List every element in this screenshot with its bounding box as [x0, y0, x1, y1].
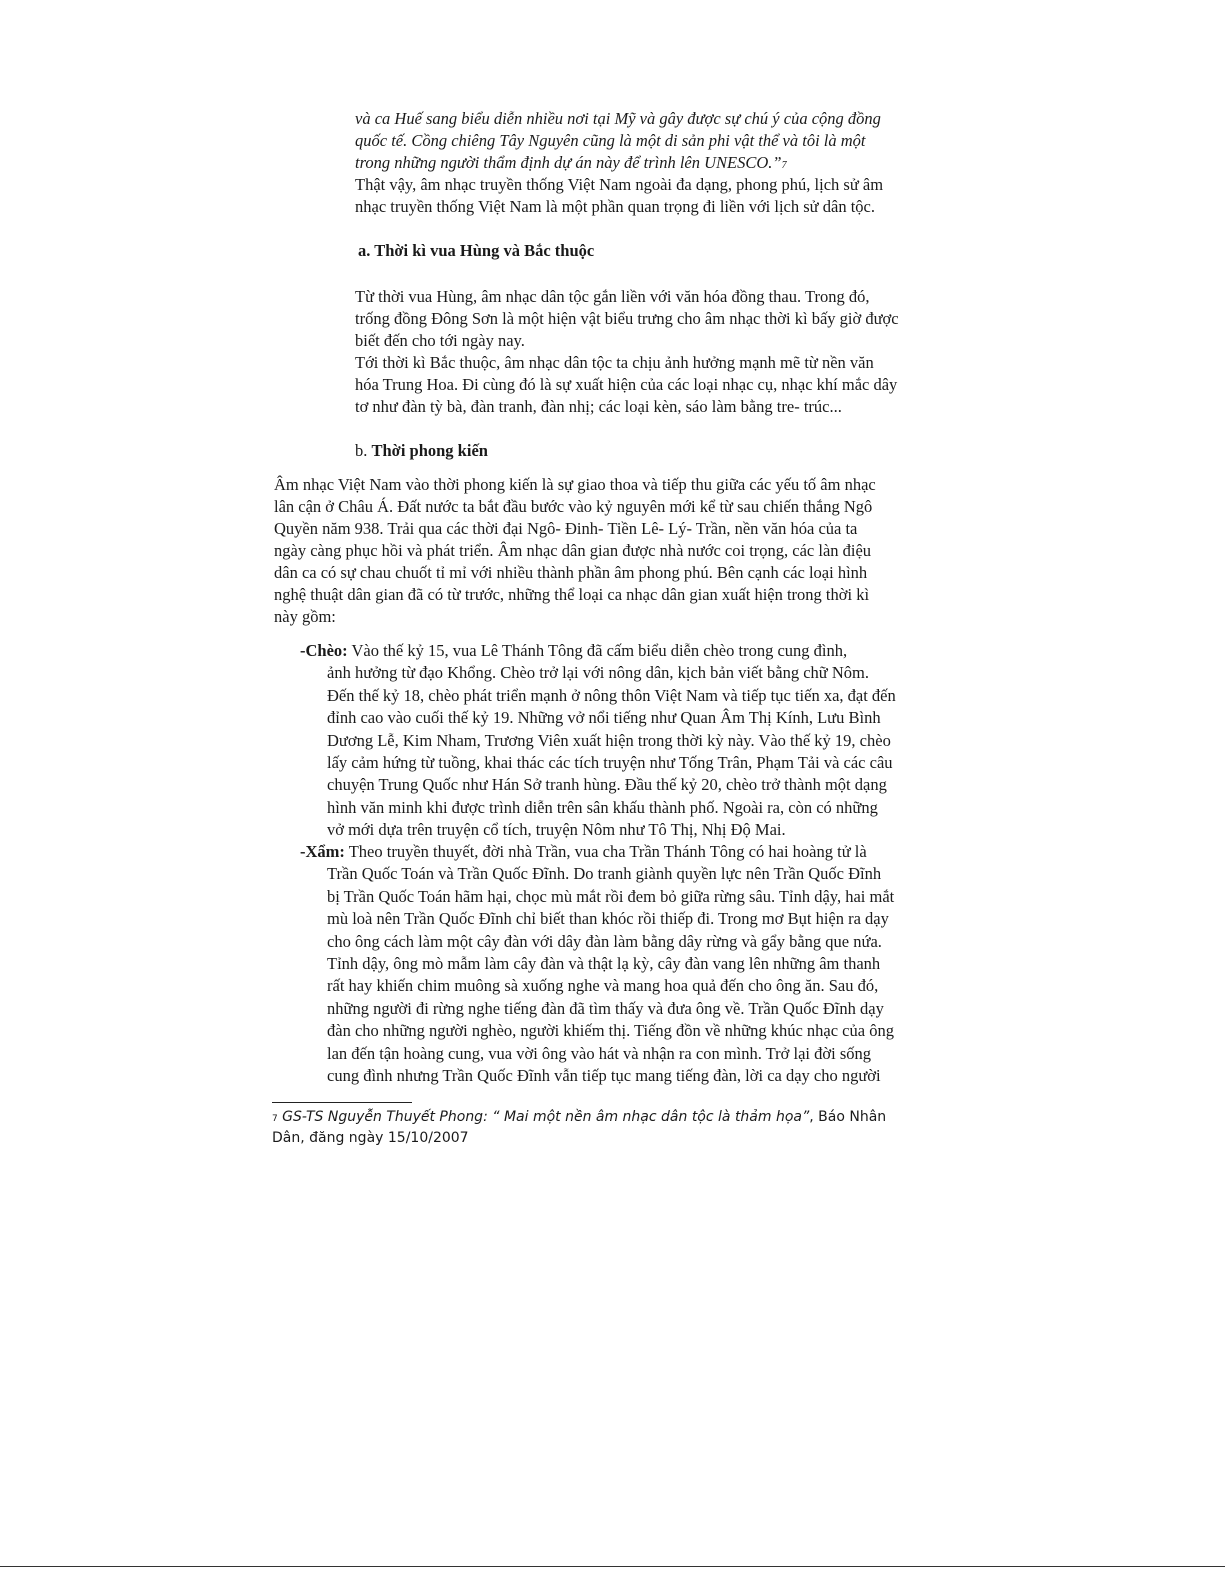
footnote: [272, 1108, 952, 1148]
quote-line: quốc tế. Cồng chiêng Tây Nguyên cũng là một di sản phi vật thể và tôi là một: [355, 131, 866, 150]
paragraph-line: hóa Trung Hoa. Đi cùng đó là sự xuất hiện của các loại nhạc cụ, nhạc khí mắc dây: [355, 375, 898, 394]
item-line: Vào thế kỷ 15, vua Lê Thánh Tông đã cấm biểu diễn chèo trong cung đình,: [347, 641, 848, 660]
paragraph-line: biết đến cho tới ngày nay.: [355, 331, 525, 350]
item-line: cho ông cách làm một cây đàn với dây đàn làm bằng dây rừng và gẩy bằng que nứa.: [327, 931, 882, 951]
page-bottom-border: [0, 1566, 1225, 1567]
item-line: Tỉnh dậy, ông mò mẫm làm cây đàn và thật lạ kỳ, cây đàn vang lên những âm thanh: [327, 954, 881, 974]
section-b-prefix: b.: [355, 441, 368, 460]
xam-label: -Xẩm:: [300, 842, 345, 861]
cheo-label: -Chèo:: [300, 641, 348, 660]
section-b-heading: [355, 440, 488, 462]
item-line: ảnh hưởng từ đạo Khổng. Chèo trở lại với nông dân, kịch bản viết bằng chữ Nôm.: [327, 663, 869, 683]
paragraph-line: Quyền năm 938. Trải qua các thời đại Ngô- Đinh- Tiền Lê- Lý- Trần, nền văn hóa của ta: [274, 519, 858, 538]
item-line: đỉnh cao vào cuối thế kỷ 19. Những vở nổi tiếng như Quan Âm Thị Kính, Lưu Bình: [327, 708, 881, 728]
xam-continuation: [300, 863, 960, 1087]
quote-block: [355, 108, 955, 177]
quote-line: và ca Huế sang biểu diễn nhiều nơi tại Mỹ và gây được sự chú ý của cộng đồng: [355, 109, 881, 128]
intro-paragraph: [355, 174, 955, 218]
footnote-separator: [272, 1102, 412, 1103]
xam-item: [300, 841, 960, 1087]
paragraph-line: Từ thời vua Hùng, âm nhạc dân tộc gắn liền với văn hóa đồng thau. Trong đó,: [355, 287, 870, 306]
item-line: lấy cảm hứng từ tuồng, khai thác các tích truyện như Tống Trân, Phạm Tải và các câu: [327, 753, 893, 773]
paragraph-line: Tới thời kì Bắc thuộc, âm nhạc dân tộc ta chịu ảnh hưởng mạnh mẽ từ nền văn: [355, 353, 874, 372]
item-line: vở mới dựa trên truyện cổ tích, truyện Nôm như Tô Thị, Nhị Độ Mai.: [327, 820, 786, 840]
item-line: đàn cho những người nghèo, người khiếm thị. Tiếng đồn về những khúc nhạc của ông: [327, 1021, 894, 1041]
paragraph-line: nhạc truyền thống Việt Nam là một phần quan trọng đi liền với lịch sử dân tộc.: [355, 197, 875, 216]
item-line: rất hay khiến chim muông sà xuống nghe và mang hoa quả đến cho ông ăn. Sau đó,: [327, 976, 879, 996]
item-line: mù loà nên Trần Quốc Đĩnh chỉ biết than khóc rồi thiếp đi. Trong mơ Bụt hiện ra dạy: [327, 909, 889, 929]
item-line: bị Trần Quốc Toán hãm hại, chọc mù mắt rồi đem bỏ giữa rừng sâu. Tỉnh dậy, hai mắt: [327, 886, 895, 906]
section-a-paragraph: [355, 286, 955, 418]
cheo-continuation: [300, 662, 960, 841]
item-line: những người đi rừng nghe tiếng đàn đã tìm thấy và đưa ông về. Trần Quốc Đĩnh dạy: [327, 998, 884, 1018]
section-a-heading: a. Thời kì vua Hùng và Bắc thuộc: [358, 241, 595, 260]
footnote-number: 7: [272, 1114, 278, 1124]
footnote-date: Dân, đăng ngày 15/10/2007: [272, 1130, 469, 1146]
section-b-paragraph: [274, 474, 954, 628]
footnote-reference[interactable]: 7: [781, 160, 787, 171]
paragraph-line: Âm nhạc Việt Nam vào thời phong kiến là sự giao thoa và tiếp thu giữa các yếu tố âm nhạc: [274, 475, 876, 494]
paragraph-line: dân ca có sự chau chuốt tỉ mỉ với nhiều thành phần âm phong phú. Bên cạnh các loại hình: [274, 563, 868, 582]
paragraph-line: Thật vậy, âm nhạc truyền thống Việt Nam ngoài đa dạng, phong phú, lịch sử âm: [355, 175, 884, 194]
item-line: chuyện Trung Quốc như Hán Sở tranh hùng. Đầu thế kỷ 20, chèo trở thành một dạng: [327, 775, 887, 795]
paragraph-line: lân cận ở Châu Á. Đất nước ta bắt đầu bước vào kỷ nguyên mới kể từ sau chiến thắng Ngô: [274, 497, 873, 516]
paragraph-line: trống đồng Đông Sơn là một hiện vật biểu trưng cho âm nhạc thời kì bấy giờ được: [355, 309, 899, 328]
paragraph-line: nghệ thuật dân gian đã có từ trước, những thể loại ca nhạc dân gian xuất hiện trong thời kì: [274, 585, 870, 604]
paragraph-line: ngày càng phục hồi và phát triển. Âm nhạc dân gian được nhà nước coi trọng, các làn điệu: [274, 541, 872, 560]
item-line: Đến thế kỷ 18, chèo phát triển mạnh ở nông thôn Việt Nam và tiếp tục tiến xa, đạt đến: [327, 685, 896, 705]
item-line: Dương Lễ, Kim Nham, Trương Viên xuất hiện trong thời kỳ này. Vào thế kỷ 19, chèo: [327, 730, 891, 750]
footnote-source: , Báo Nhân: [809, 1109, 887, 1125]
paragraph-line: tơ như đàn tỳ bà, đàn tranh, đàn nhị; các loại kèn, sáo làm bằng tre- trúc...: [355, 397, 842, 416]
footnote-citation-title: GS-TS Nguyễn Thuyết Phong: “ Mai một nền âm nhạc dân tộc là thảm họa”: [277, 1109, 810, 1125]
item-line: cung đình nhưng Trần Quốc Đĩnh vẫn tiếp tục mang tiếng đàn, lời ca dạy cho người: [327, 1066, 881, 1086]
paragraph-line: này gồm:: [274, 607, 336, 626]
item-line: Theo truyền thuyết, đời nhà Trần, vua cha Trần Thánh Tông có hai hoàng tử là: [344, 842, 867, 861]
cheo-item: [300, 640, 960, 842]
section-b-title: Thời phong kiến: [371, 441, 488, 460]
item-line: lan đến tận hoàng cung, vua vời ông vào hát và nhận ra con mình. Trở lại đời sống: [327, 1043, 872, 1063]
item-line: hình văn minh khi được trình diễn trên sân khấu thành phố. Ngoài ra, còn có những: [327, 797, 878, 817]
quote-line: trong những người thẩm định dự án này để trình lên UNESCO.”: [355, 153, 782, 172]
item-line: Trần Quốc Toán và Trần Quốc Đĩnh. Do tranh giành quyền lực nên Trần Quốc Đĩnh: [327, 864, 882, 884]
